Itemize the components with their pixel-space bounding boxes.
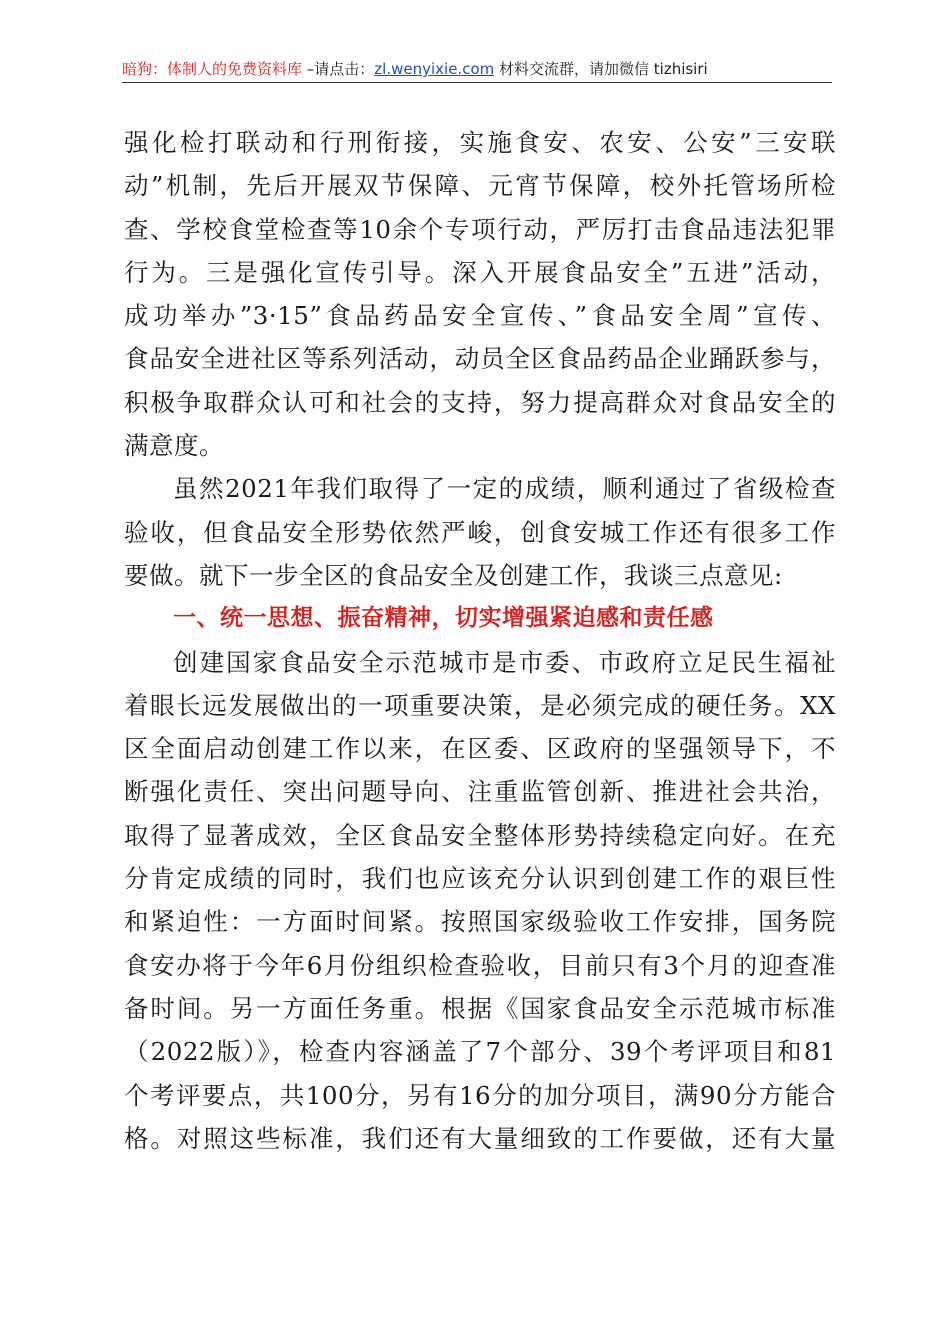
- text-line: 取得了显著成效，全区食品安全整体形势持续稳定向好。在充: [124, 820, 836, 850]
- text-line: 成功举办”3·15”食品药品安全宣传、”食品安全周”宣传、: [124, 301, 836, 331]
- text-line: 强化检打联动和行刑衔接，实施食安、农安、公安”三安联: [124, 128, 836, 157]
- text-line: 备时间。另一方面任务重。根据《国家食品安全示范城市标准: [124, 993, 836, 1023]
- text-line: 创建国家食品安全示范城市是市委、市政府立足民生福祉: [173, 647, 836, 677]
- text-line: （2022版）》，检查内容涵盖了7个部分、39个考评项目和81: [124, 1037, 836, 1067]
- text-line: 积极争取群众认可和社会的支持，努力提高群众对食品安全的: [124, 387, 836, 417]
- section-heading: 一、统一思想、振奋精神，切实增强紧迫感和责任感: [173, 605, 714, 632]
- text-line: 满意度。: [124, 431, 224, 461]
- text-line: 和紧迫性：一方面时间紧。按照国家级验收工作安排，国务院: [124, 907, 836, 937]
- text-line: 区全面启动创建工作以来，在区委、区政府的坚强领导下，不: [124, 734, 836, 764]
- text-line: 食安办将于今年6月份组织检查验收，目前只有3个月的迎查准: [124, 950, 836, 980]
- text-line: 分肯定成绩的同时，我们也应该充分认识到创建工作的艰巨性: [124, 864, 836, 894]
- text-line: 查、学校食堂检查等10余个专项行动，严厉打击食品违法犯罪: [124, 214, 836, 244]
- text-line: 验收，但食品安全形势依然严峻，创食安城工作还有很多工作: [124, 517, 836, 547]
- text-line: 断强化责任、突出问题导向、注重监管创新、推进社会共治，: [124, 777, 836, 807]
- text-line: 要做。就下一步全区的食品安全及创建工作，我谈三点意见:: [124, 560, 783, 590]
- header-wechat-note: 材料交流群，请加微信 tizhisiri: [494, 60, 708, 78]
- text-line: 个考评要点，共100分，另有16分的加分项目，满90分方能合: [124, 1080, 836, 1110]
- text-line: 格。对照这些标准，我们还有大量细致的工作要做，还有大量: [124, 1123, 836, 1153]
- header-click-prompt: –请点击：: [302, 60, 375, 78]
- header-site-name: 暗狗：体制人的免费资料库: [122, 60, 303, 78]
- page-header: [122, 58, 828, 80]
- text-line: 动”机制，先后开展双节保障、元宵节保障，校外托管场所检: [124, 171, 836, 201]
- text-line: 虽然2021年我们取得了一定的成绩，顺利通过了省级检查: [173, 474, 836, 504]
- text-line: 着眼长远发展做出的一项重要决策，是必须完成的硬任务。XX: [124, 690, 836, 720]
- text-line: 行为。三是强化宣传引导。深入开展食品安全”五进”活动，: [124, 257, 836, 287]
- header-divider: [122, 82, 832, 83]
- text-line: 食品安全进社区等系列活动，动员全区食品药品企业踊跃参与，: [124, 344, 836, 374]
- header-link[interactable]: zl.wenyixie.com: [374, 60, 495, 78]
- document-body: [124, 121, 836, 1160]
